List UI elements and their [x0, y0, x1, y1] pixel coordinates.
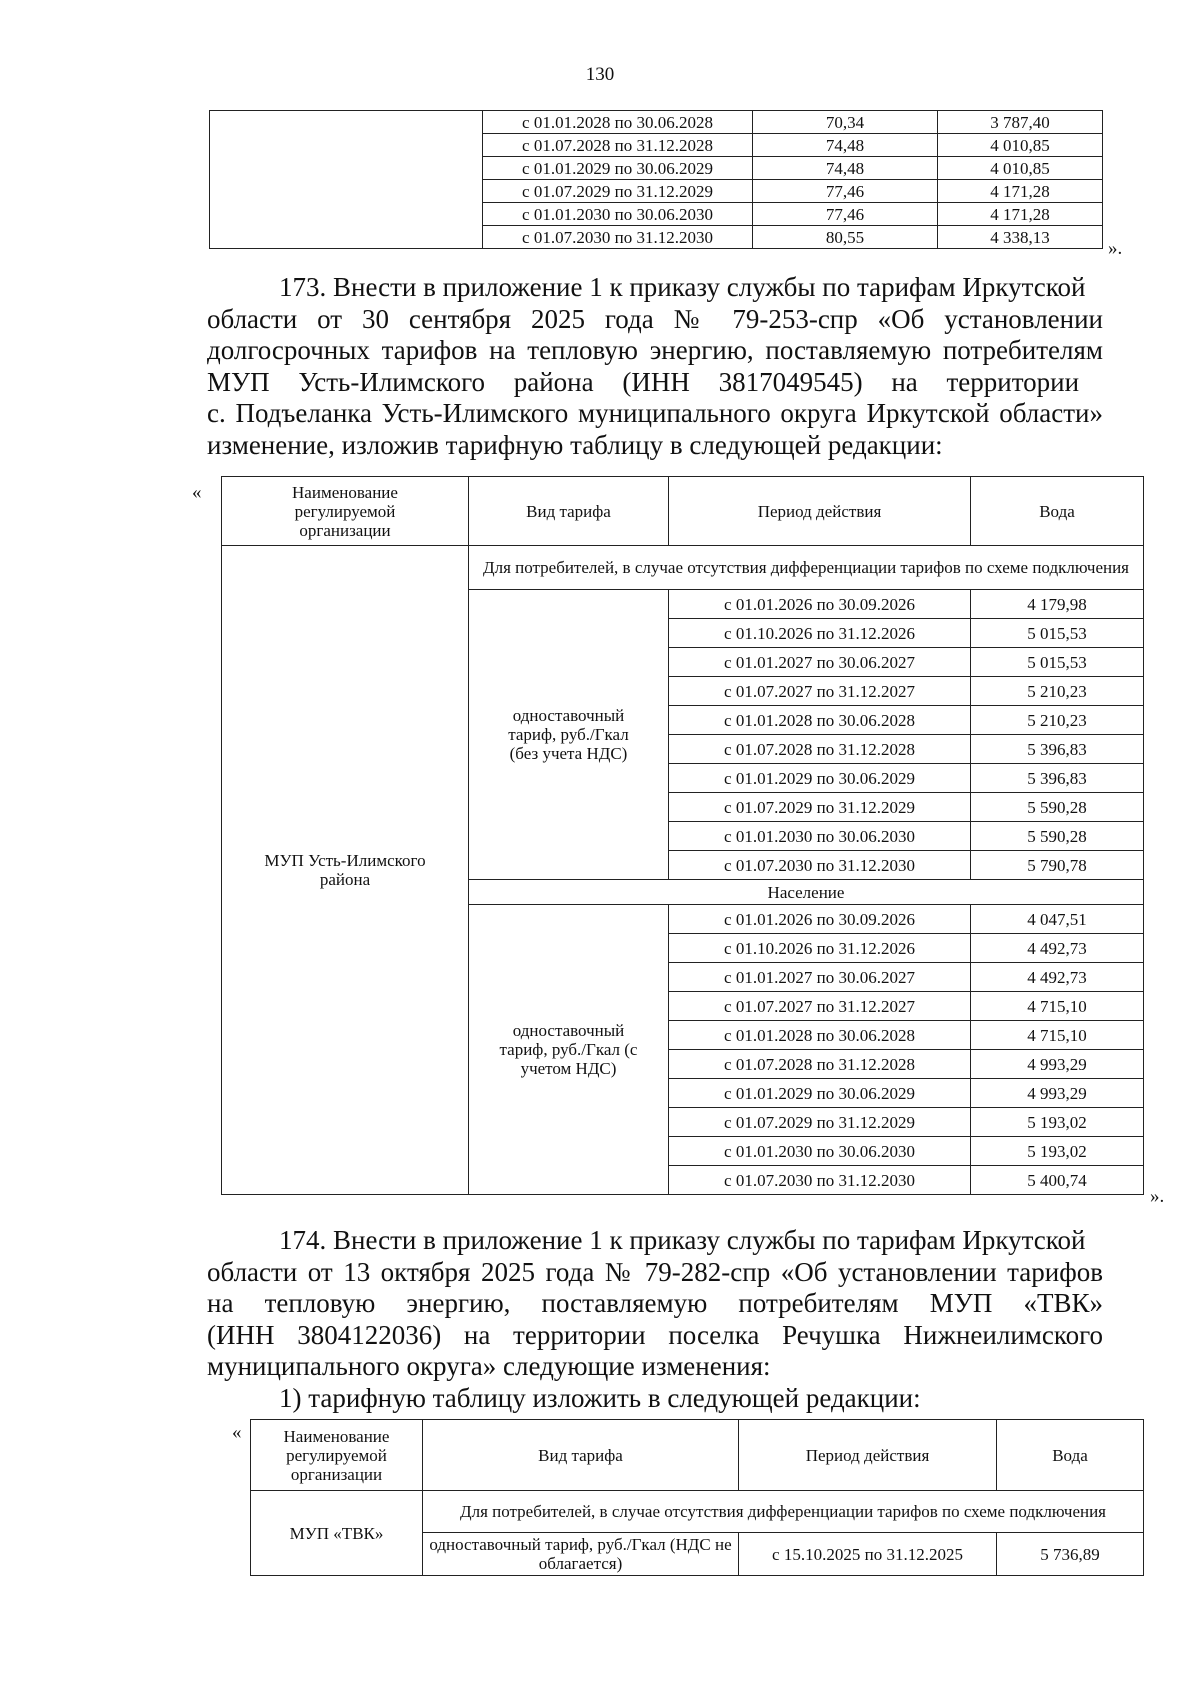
period-cell: с 01.07.2028 по 31.12.2028: [669, 1050, 971, 1079]
period-cell: с 01.07.2030 по 31.12.2030: [483, 226, 753, 249]
period-cell: с 01.07.2028 по 31.12.2028: [669, 735, 971, 764]
value-cell: 5 210,23: [971, 706, 1144, 735]
period-cell: с 01.10.2026 по 31.12.2026: [669, 934, 971, 963]
org-name-cell: МУП «ТВК»: [251, 1491, 423, 1576]
value-cell: 77,46: [753, 180, 938, 203]
value-cell: 5 736,89: [997, 1533, 1144, 1576]
period-cell: с 01.07.2028 по 31.12.2028: [483, 134, 753, 157]
value-cell: 4 179,98: [971, 590, 1144, 619]
table-174: [250, 1419, 1144, 1576]
value-cell: 5 590,28: [971, 793, 1144, 822]
paragraph-173-line: области от 30 сентября 2025 года № 79-253-спр «Об установлении: [207, 303, 1103, 334]
value-cell: 77,46: [753, 203, 938, 226]
table-row: [210, 111, 1103, 134]
value-cell: 5 193,02: [971, 1108, 1144, 1137]
org-name-cell: МУП Усть-Илимского района: [222, 546, 469, 1195]
value-cell: 5 400,74: [971, 1166, 1144, 1195]
period-cell: с 01.01.2028 по 30.06.2028: [669, 706, 971, 735]
value-cell: 74,48: [753, 134, 938, 157]
header-tariff: Вид тарифа: [423, 1420, 739, 1491]
header-org: Наименование регулируемой организации: [222, 477, 469, 546]
value-cell: 5 590,28: [971, 822, 1144, 851]
value-cell: 70,34: [753, 111, 938, 134]
period-cell: с 01.01.2029 по 30.06.2029: [483, 157, 753, 180]
value-cell: 5 193,02: [971, 1137, 1144, 1166]
period-cell: с 01.01.2030 по 30.06.2030: [483, 203, 753, 226]
period-cell: с 01.10.2026 по 31.12.2026: [669, 619, 971, 648]
value-cell: 4 993,29: [971, 1050, 1144, 1079]
value-cell: 5 790,78: [971, 851, 1144, 880]
table-173: [221, 476, 1144, 1195]
tariff-type-cell: одноставочный тариф, руб./Гкал (НДС не облагается): [423, 1533, 739, 1576]
value-cell: 4 715,10: [971, 992, 1144, 1021]
page-number: 130: [585, 64, 615, 85]
period-cell: с 01.07.2027 по 31.12.2027: [669, 992, 971, 1021]
paragraph-174-line: на тепловую энергию, поставляемую потребителям МУП «ТВК»: [207, 1288, 1103, 1318]
paragraph-174-line: муниципального округа» следующие изменения:: [207, 1351, 771, 1381]
period-cell: с 01.07.2030 по 31.12.2030: [669, 851, 971, 880]
period-cell: с 01.01.2027 по 30.06.2027: [669, 648, 971, 677]
value-cell: 5 015,53: [971, 648, 1144, 677]
value-cell: 4 171,28: [938, 180, 1103, 203]
value-cell: 4 010,85: [938, 134, 1103, 157]
value-cell: 4 492,73: [971, 963, 1144, 992]
paragraph-173-line: МУП Усть-Илимского района (ИНН 3817049545) на территории: [207, 366, 1080, 397]
value-cell: 4 492,73: [971, 934, 1144, 963]
empty-org-cell: [210, 111, 483, 249]
value-cell: 4 010,85: [938, 157, 1103, 180]
group-title-row: [222, 546, 1144, 590]
paragraph-174-line: 174. Внести в приложение 1 к приказу службы по тарифам Иркутской: [279, 1225, 1086, 1255]
period-cell: с 01.01.2026 по 30.09.2026: [669, 905, 971, 934]
tariff-type-cell: одноставочный тариф, руб./Гкал (без учета НДС): [469, 590, 669, 880]
group-title-cell: Население: [469, 880, 1144, 905]
period-cell: с 15.10.2025 по 31.12.2025: [739, 1533, 997, 1576]
paragraph-173-line: изменение, изложив тарифную таблицу в следующей редакции:: [207, 429, 943, 460]
table-row: [251, 1491, 1144, 1533]
value-cell: 80,55: [753, 226, 938, 249]
period-cell: с 01.07.2029 по 31.12.2029: [483, 180, 753, 203]
paragraph-173-line: долгосрочных тарифов на тепловую энергию, поставляемую потребителям: [207, 335, 1103, 365]
paragraph-173-line: с. Подъеланка Усть-Илимского муниципального округа Иркутской области»: [207, 398, 1103, 428]
group-title-cell: Для потребителей, в случае отсутствия дифференциации тарифов по схеме подключения: [423, 1491, 1144, 1533]
header-tariff: Вид тарифа: [469, 477, 669, 546]
header-period: Период действия: [739, 1420, 997, 1491]
header-water: Вода: [971, 477, 1144, 546]
table-174-header-row: [251, 1420, 1144, 1491]
paragraph-173: [207, 272, 1103, 461]
period-cell: с 01.07.2029 по 31.12.2029: [669, 793, 971, 822]
period-cell: с 01.01.2027 по 30.06.2027: [669, 963, 971, 992]
header-org: Наименование регулируемой организации: [251, 1420, 423, 1491]
value-cell: 5 396,83: [971, 735, 1144, 764]
table-173-close-quote: ».: [1150, 1186, 1165, 1207]
period-cell: с 01.07.2027 по 31.12.2027: [669, 677, 971, 706]
period-cell: с 01.07.2030 по 31.12.2030: [669, 1166, 971, 1195]
period-cell: с 01.07.2029 по 31.12.2029: [669, 1108, 971, 1137]
value-cell: 5 396,83: [971, 764, 1144, 793]
paragraph-174: [207, 1225, 1103, 1414]
period-cell: с 01.01.2026 по 30.09.2026: [669, 590, 971, 619]
value-cell: 4 715,10: [971, 1021, 1144, 1050]
value-cell: 5 015,53: [971, 619, 1144, 648]
table-top-close-quote: ».: [1108, 238, 1123, 259]
period-cell: с 01.01.2029 по 30.06.2029: [669, 1079, 971, 1108]
paragraph-174-line: (ИНН 3804122036) на территории поселка Речушка Нижнеилимского: [207, 1319, 1103, 1350]
header-water: Вода: [997, 1420, 1144, 1491]
period-cell: с 01.01.2030 по 30.06.2030: [669, 822, 971, 851]
group-title-cell: Для потребителей, в случае отсутствия дифференциации тарифов по схеме подключения: [469, 546, 1144, 590]
table-174-open-quote: «: [232, 1422, 242, 1443]
value-cell: 74,48: [753, 157, 938, 180]
period-cell: с 01.01.2030 по 30.06.2030: [669, 1137, 971, 1166]
value-cell: 3 787,40: [938, 111, 1103, 134]
tariff-type-cell: одноставочный тариф, руб./Гкал (с учетом НДС): [469, 905, 669, 1195]
value-cell: 5 210,23: [971, 677, 1144, 706]
header-period: Период действия: [669, 477, 971, 546]
period-cell: с 01.01.2028 по 30.06.2028: [483, 111, 753, 134]
paragraph-174-line: области от 13 октября 2025 года № 79-282-спр «Об установлении тарифов: [207, 1256, 1103, 1287]
period-cell: с 01.01.2028 по 30.06.2028: [669, 1021, 971, 1050]
table-173-header-row: [222, 477, 1144, 546]
paragraph-174-item-1: 1) тарифную таблицу изложить в следующей редакции:: [279, 1382, 921, 1413]
value-cell: 4 993,29: [971, 1079, 1144, 1108]
value-cell: 4 338,13: [938, 226, 1103, 249]
period-cell: с 01.01.2029 по 30.06.2029: [669, 764, 971, 793]
value-cell: 4 047,51: [971, 905, 1144, 934]
paragraph-173-line: 173. Внести в приложение 1 к приказу службы по тарифам Иркутской: [279, 272, 1086, 302]
table-173-open-quote: «: [192, 482, 202, 503]
value-cell: 4 171,28: [938, 203, 1103, 226]
table-top-continuation: [209, 110, 1103, 249]
